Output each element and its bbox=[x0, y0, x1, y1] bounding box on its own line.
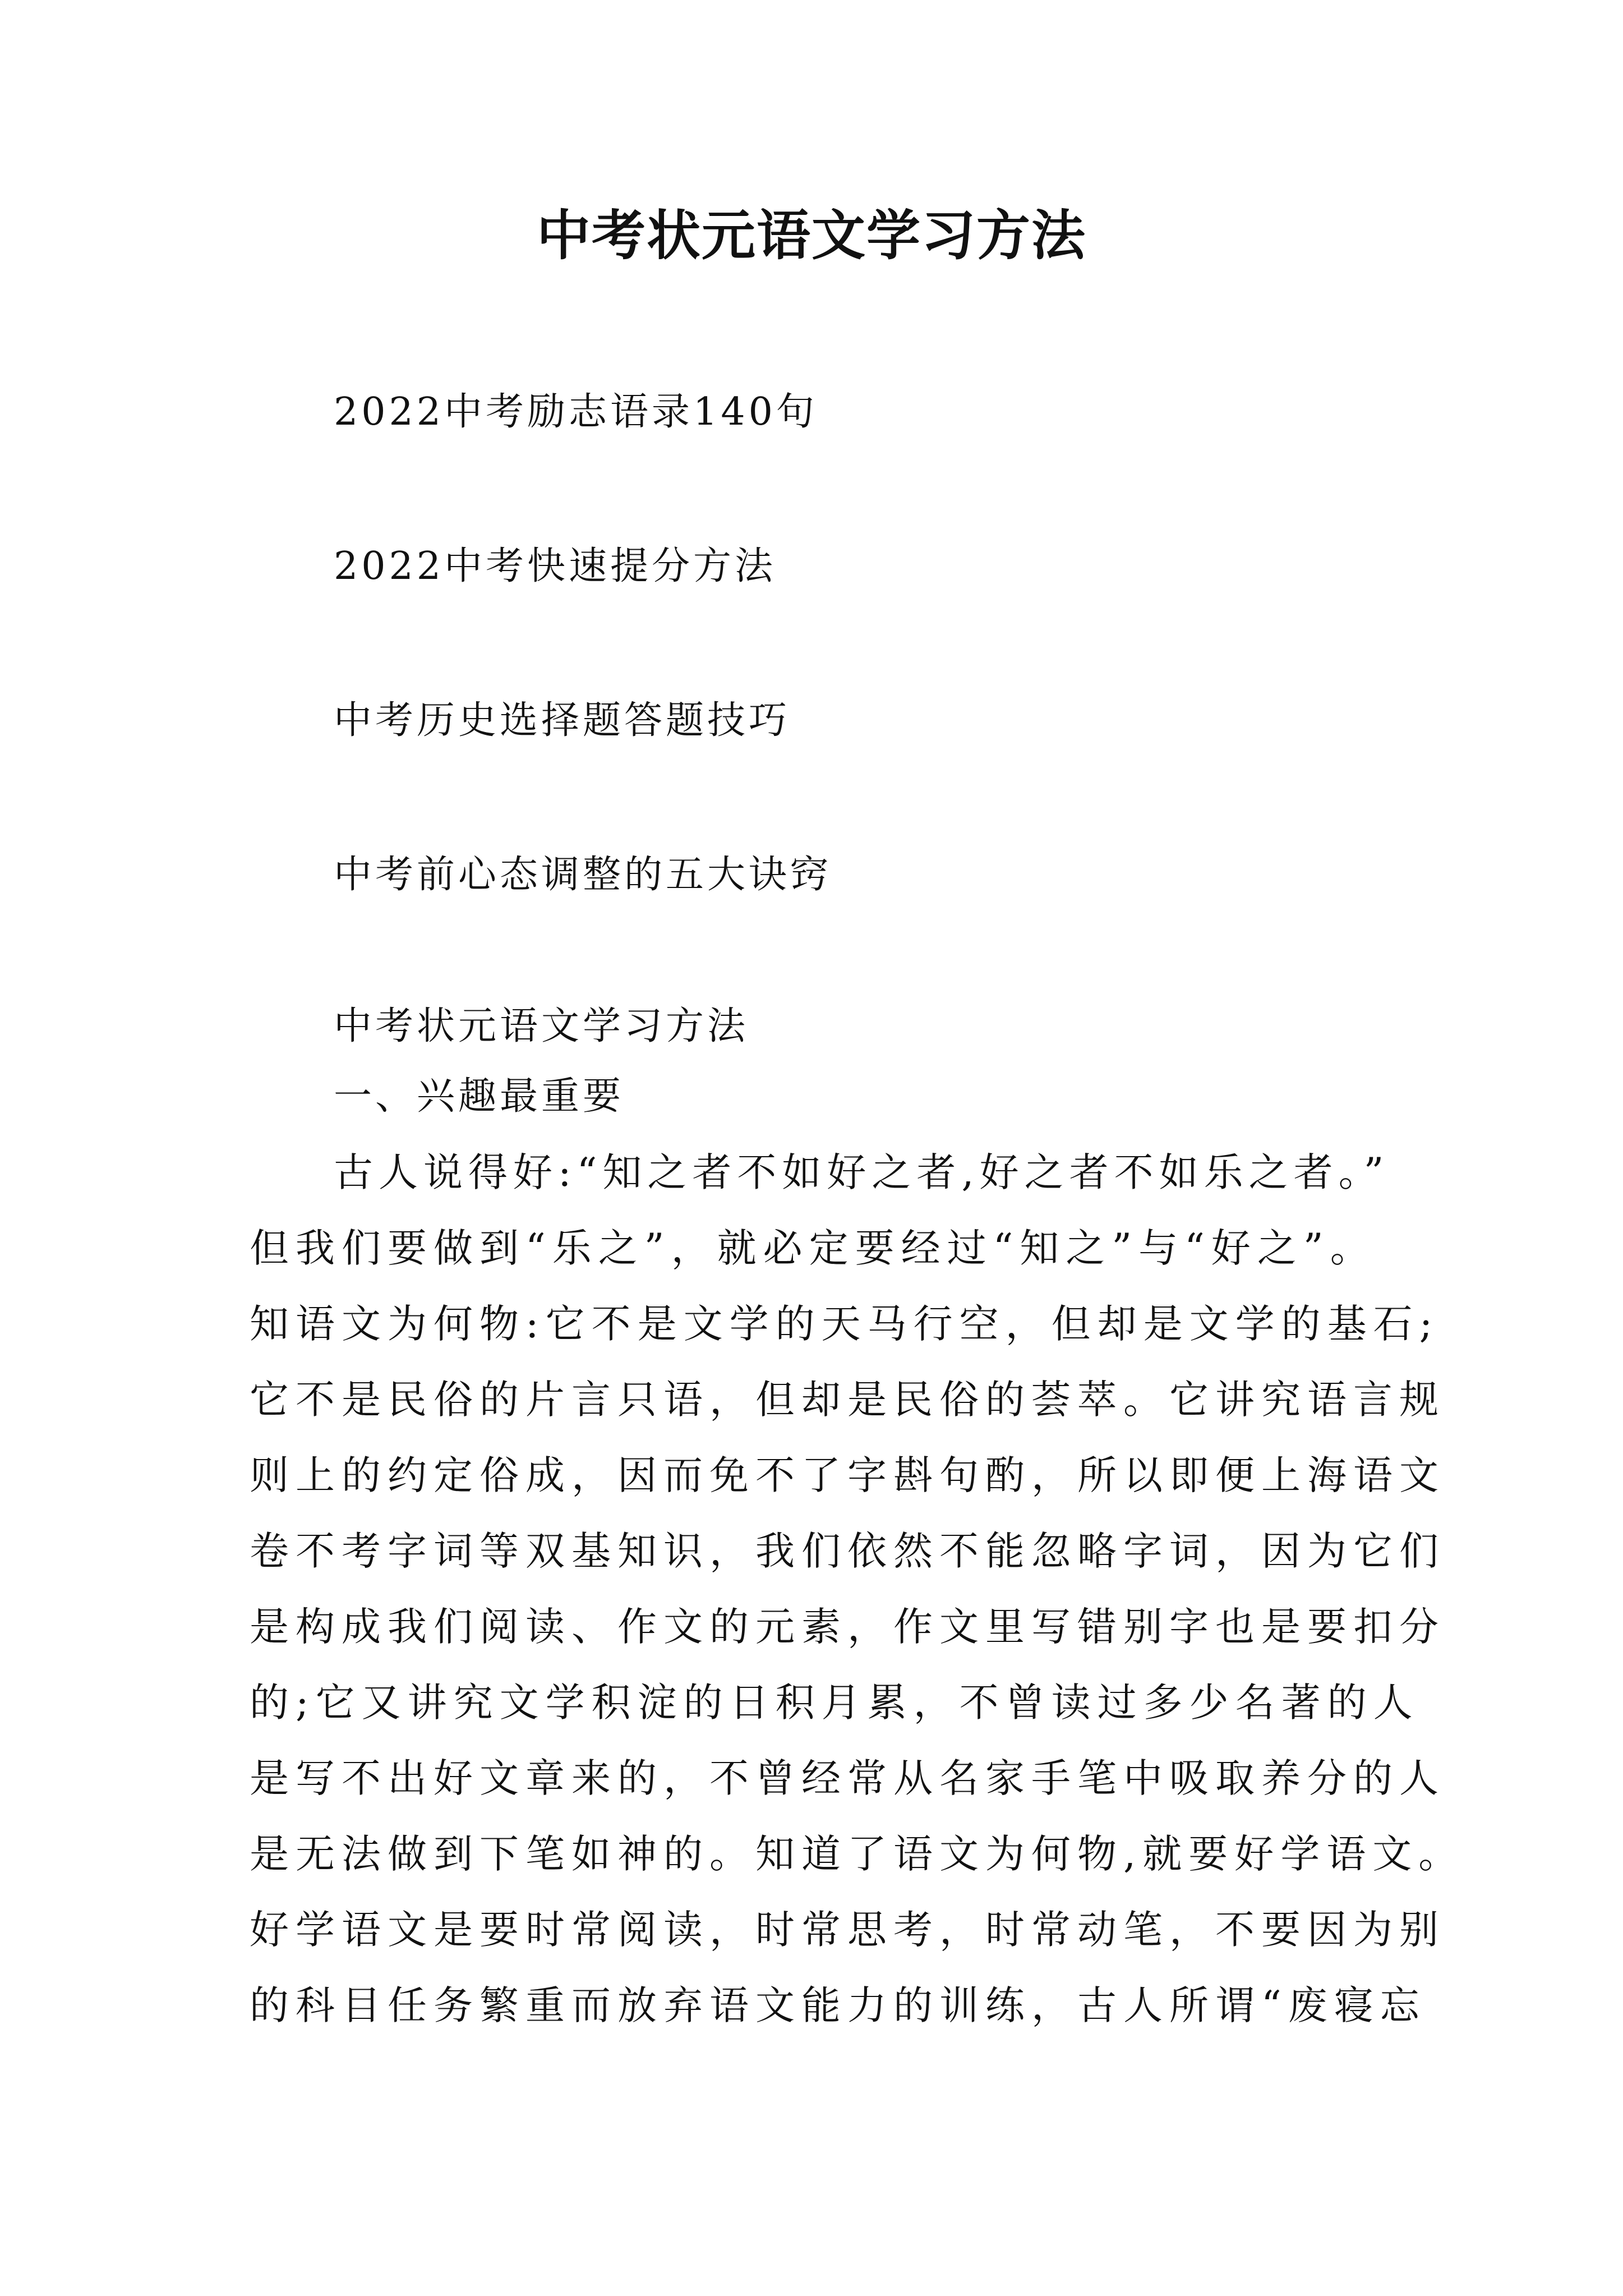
paragraph-line: 是构成我们阅读、作文的元素，作文里写错别字也是要扣分 bbox=[250, 1604, 1445, 1650]
related-link-5[interactable]: 中考状元语文学习方法 bbox=[334, 1004, 749, 1048]
paragraph-line: 但我们要做到“乐之”，就必定要经过“知之”与“好之”。 bbox=[250, 1225, 1376, 1271]
paragraph-line: 的;它又讲究文学积淀的日积月累，不曾读过多少名著的人 bbox=[250, 1680, 1419, 1726]
paragraph-line: 则上的约定俗成，因而免不了字斟句酌，所以即便上海语文 bbox=[250, 1452, 1445, 1498]
paragraph-line: 是无法做到下笔如神的。知道了语文为何物,就要好学语文。 bbox=[250, 1831, 1465, 1877]
paragraph-line: 卷不考字词等双基知识，我们依然不能忽略字词，因为它们 bbox=[250, 1528, 1445, 1574]
document-title: 中考状元语文学习方法 bbox=[537, 204, 1086, 267]
paragraph-line: 的科目任务繁重而放弃语文能力的训练，古人所谓“废寝忘 bbox=[250, 1982, 1426, 2028]
related-link-1[interactable]: 2022中考励志语录140句 bbox=[334, 390, 818, 434]
related-link-2[interactable]: 2022中考快速提分方法 bbox=[334, 544, 777, 588]
paragraph-line: 是写不出好文章来的，不曾经常从名家手笔中吸取养分的人 bbox=[250, 1755, 1445, 1801]
paragraph-line: 古人说得好:“知之者不如好之者,好之者不如乐之者。” bbox=[334, 1149, 1390, 1195]
paragraph-line: 好学语文是要时常阅读，时常思考，时常动笔，不要因为别 bbox=[250, 1907, 1445, 1953]
related-link-3[interactable]: 中考历史选择题答题技巧 bbox=[334, 698, 791, 743]
related-link-4[interactable]: 中考前心态调整的五大诀窍 bbox=[334, 853, 832, 897]
paragraph-line: 知语文为何物:它不是文学的天马行空，但却是文学的基石; bbox=[250, 1301, 1440, 1347]
paragraph-line: 它不是民俗的片言只语，但却是民俗的荟萃。它讲究语言规 bbox=[250, 1377, 1445, 1423]
section-heading: 一、兴趣最重要 bbox=[334, 1074, 625, 1119]
